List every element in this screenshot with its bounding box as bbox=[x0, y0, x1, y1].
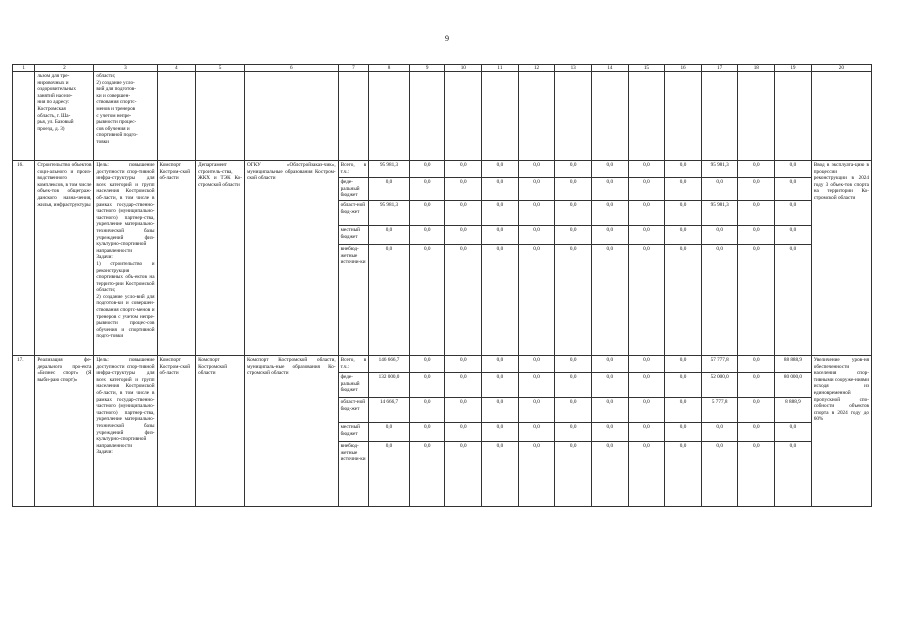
responsible-executor: Комспорт Костром-ской об-ласти bbox=[157, 161, 196, 356]
funding-value: 0,0 bbox=[445, 161, 482, 178]
empty-cell bbox=[555, 72, 592, 161]
funding-value: 0,0 bbox=[628, 442, 665, 507]
funding-value: 0,0 bbox=[518, 373, 555, 398]
participants: ОГКУ «Облстройзаказ-чик», муниципальные образования Костром-ской области bbox=[245, 161, 339, 356]
funding-source: феде-ральный бюджет bbox=[338, 373, 369, 398]
row-number: 16. bbox=[13, 161, 35, 356]
funding-value: 0,0 bbox=[738, 161, 775, 178]
header-cell: 19 bbox=[775, 65, 812, 72]
funding-value: 0,0 bbox=[591, 226, 628, 245]
funding-value: 0,0 bbox=[409, 178, 445, 201]
expected-result: Увеличение уров-ня обеспеченности населения спор-тивными сооруже-ниями исходя из единовременной пропускной спо-собности объектов спорта в 2024 году до 60% bbox=[811, 356, 871, 507]
header-cell: 15 bbox=[628, 65, 665, 72]
header-cell: 17 bbox=[701, 65, 738, 72]
header-cell: 20 bbox=[811, 65, 871, 72]
funding-value: 0,0 bbox=[665, 161, 702, 178]
funding-value: 0,0 bbox=[738, 356, 775, 373]
funding-value: 0,0 bbox=[665, 423, 702, 442]
page-number: 9 bbox=[445, 34, 449, 43]
funding-value: 0,0 bbox=[738, 201, 775, 226]
table-row bbox=[13, 161, 872, 178]
funding-value: 0,0 bbox=[409, 442, 445, 507]
funding-source: внебюд-жетные источни-ки bbox=[338, 442, 369, 507]
funding-value: 0,0 bbox=[445, 398, 482, 423]
funding-source: местный бюджет bbox=[338, 423, 369, 442]
funding-value: 0,0 bbox=[775, 423, 812, 442]
funding-value: 0,0 bbox=[482, 245, 519, 356]
funding-source: Всего, в т.ч.: bbox=[338, 161, 369, 178]
funding-value: 0,0 bbox=[555, 356, 592, 373]
funding-value: 95 981,3 bbox=[369, 201, 410, 226]
participants: Комспорт Костромской области, муниципаль-ные образования Ко-стромской области bbox=[245, 356, 339, 507]
header-cell: 2 bbox=[35, 65, 94, 72]
funding-value: 52 000,0 bbox=[701, 373, 738, 398]
funding-value: 80 000,0 bbox=[775, 373, 812, 398]
funding-value: 0,0 bbox=[369, 178, 410, 201]
funding-value: 0,0 bbox=[775, 178, 812, 201]
funding-value: 0,0 bbox=[445, 356, 482, 373]
funding-value: 5 777,8 bbox=[701, 398, 738, 423]
row-number: 17. bbox=[13, 356, 35, 507]
empty-cell bbox=[157, 72, 196, 161]
funding-value: 0,0 bbox=[482, 178, 519, 201]
funding-value: 0,0 bbox=[409, 226, 445, 245]
funding-value: 0,0 bbox=[628, 161, 665, 178]
funding-value: 57 777,8 bbox=[701, 356, 738, 373]
funding-value: 0,0 bbox=[628, 178, 665, 201]
funding-value: 0,0 bbox=[409, 423, 445, 442]
funding-value: 0,0 bbox=[482, 201, 519, 226]
funding-value: 0,0 bbox=[555, 226, 592, 245]
funding-value: 0,0 bbox=[482, 356, 519, 373]
funding-value: 0,0 bbox=[665, 398, 702, 423]
funding-value: 0,0 bbox=[409, 201, 445, 226]
funding-value: 0,0 bbox=[482, 442, 519, 507]
header-cell: 7 bbox=[338, 65, 369, 72]
header-cell: 12 bbox=[518, 65, 555, 72]
empty-cell bbox=[13, 72, 35, 161]
funding-value: 0,0 bbox=[518, 423, 555, 442]
funding-value: 0,0 bbox=[555, 398, 592, 423]
funding-value: 0,0 bbox=[701, 178, 738, 201]
funding-value: 14 666,7 bbox=[369, 398, 410, 423]
funding-source: област-ной бюд-жет bbox=[338, 201, 369, 226]
empty-cell bbox=[369, 72, 410, 161]
funding-value: 0,0 bbox=[738, 373, 775, 398]
funding-value: 0,0 bbox=[409, 245, 445, 356]
header-cell: 8 bbox=[369, 65, 410, 72]
funding-value: 0,0 bbox=[555, 178, 592, 201]
empty-cell bbox=[196, 72, 245, 161]
header-cell: 10 bbox=[445, 65, 482, 72]
funding-value: 0,0 bbox=[445, 201, 482, 226]
expected-result: Ввод в эксплуата-цию в процессии реконструкции в 2024 году 3 объек-тов спорта на территории Ко-стромской области bbox=[811, 161, 871, 356]
funding-value: 0,0 bbox=[445, 442, 482, 507]
funding-value: 0,0 bbox=[518, 356, 555, 373]
empty-cell bbox=[738, 72, 775, 161]
header-cell: 11 bbox=[482, 65, 519, 72]
funding-value: 0,0 bbox=[369, 442, 410, 507]
empty-cell bbox=[811, 72, 871, 161]
funding-value: 0,0 bbox=[482, 161, 519, 178]
funding-value: 0,0 bbox=[591, 423, 628, 442]
header-cell: 4 bbox=[157, 65, 196, 72]
funding-value: 0,0 bbox=[591, 178, 628, 201]
goal-continued: области; 2) создание усло- вий для подготов- ки и совершен- ствования спортс- менов и тренеров с учетом непре- рывности процес- сов обучения и спортивной подго- товки bbox=[94, 72, 157, 161]
empty-cell bbox=[775, 72, 812, 161]
funding-value: 0,0 bbox=[482, 398, 519, 423]
funding-value: 0,0 bbox=[591, 201, 628, 226]
header-cell: 14 bbox=[591, 65, 628, 72]
responsible-executor: Комспорт Костром-ской об-ласти bbox=[157, 356, 196, 507]
empty-cell bbox=[445, 72, 482, 161]
funding-value: 0,0 bbox=[665, 442, 702, 507]
funding-value: 0,0 bbox=[775, 201, 812, 226]
funding-value: 0,0 bbox=[409, 356, 445, 373]
funding-value: 0,0 bbox=[518, 161, 555, 178]
funding-value: 0,0 bbox=[701, 423, 738, 442]
funding-value: 0,0 bbox=[775, 442, 812, 507]
funding-value: 0,0 bbox=[555, 201, 592, 226]
funding-value: 0,0 bbox=[738, 178, 775, 201]
funding-value: 0,0 bbox=[555, 161, 592, 178]
empty-cell bbox=[482, 72, 519, 161]
funding-value: 0,0 bbox=[409, 161, 445, 178]
funding-value: 0,0 bbox=[482, 226, 519, 245]
funding-value: 0,0 bbox=[701, 245, 738, 356]
program-table bbox=[12, 64, 872, 507]
funding-value: 95 981,3 bbox=[701, 161, 738, 178]
funding-value: 146 666,7 bbox=[369, 356, 410, 373]
co-executor: Комспорт Костромской области bbox=[196, 356, 245, 507]
header-cell: 18 bbox=[738, 65, 775, 72]
co-executor: Департамент строитель-ства, ЖКХ и ТЭК Ко-стромской области bbox=[196, 161, 245, 356]
funding-value: 0,0 bbox=[628, 398, 665, 423]
header-row bbox=[13, 65, 872, 72]
funding-value: 0,0 bbox=[665, 201, 702, 226]
header-cell: 16 bbox=[665, 65, 702, 72]
funding-value: 0,0 bbox=[445, 226, 482, 245]
funding-value: 0,0 bbox=[409, 373, 445, 398]
measure-name: Строительство объектов соци-ального и произ-водственного комплексов, в том числе объек-тов общеграж-данского назна-чения, жилья, инфраструктуры bbox=[35, 161, 94, 356]
funding-value: 0,0 bbox=[445, 245, 482, 356]
empty-cell bbox=[701, 72, 738, 161]
funding-value: 0,0 bbox=[738, 226, 775, 245]
empty-cell bbox=[628, 72, 665, 161]
funding-value: 0,0 bbox=[665, 245, 702, 356]
empty-cell bbox=[591, 72, 628, 161]
funding-value: 0,0 bbox=[628, 373, 665, 398]
funding-value: 0,0 bbox=[738, 398, 775, 423]
funding-value: 0,0 bbox=[591, 161, 628, 178]
header-cell: 5 bbox=[196, 65, 245, 72]
funding-value: 0,0 bbox=[445, 178, 482, 201]
funding-value: 0,0 bbox=[628, 245, 665, 356]
funding-value: 0,0 bbox=[482, 373, 519, 398]
funding-value: 0,0 bbox=[591, 442, 628, 507]
funding-source: феде-ральный бюджет bbox=[338, 178, 369, 201]
funding-value: 0,0 bbox=[369, 226, 410, 245]
funding-value: 0,0 bbox=[591, 245, 628, 356]
funding-value: 0,0 bbox=[738, 423, 775, 442]
funding-value: 0,0 bbox=[775, 161, 812, 178]
funding-value: 0,0 bbox=[518, 398, 555, 423]
funding-value: 0,0 bbox=[665, 178, 702, 201]
empty-cell bbox=[518, 72, 555, 161]
header-cell: 6 bbox=[245, 65, 339, 72]
header-cell: 3 bbox=[94, 65, 157, 72]
funding-source: Всего, в т.ч.: bbox=[338, 356, 369, 373]
funding-value: 0,0 bbox=[518, 442, 555, 507]
continuation-row bbox=[13, 72, 872, 161]
funding-value: 0,0 bbox=[738, 442, 775, 507]
empty-cell bbox=[409, 72, 445, 161]
empty-cell bbox=[338, 72, 369, 161]
funding-value: 0,0 bbox=[665, 356, 702, 373]
funding-value: 0,0 bbox=[555, 423, 592, 442]
funding-value: 0,0 bbox=[482, 423, 519, 442]
funding-value: 0,0 bbox=[518, 178, 555, 201]
funding-value: 0,0 bbox=[369, 245, 410, 356]
funding-value: 0,0 bbox=[518, 245, 555, 356]
funding-value: 0,0 bbox=[591, 356, 628, 373]
measure-name: Реализация фе-дерального про-екта «Бизнес спорт» (Я выби-раю спорт)» bbox=[35, 356, 94, 507]
funding-source: внебюд-жетные источни-ки bbox=[338, 245, 369, 356]
empty-cell bbox=[245, 72, 339, 161]
funding-value: 0,0 bbox=[518, 226, 555, 245]
funding-value: 0,0 bbox=[738, 245, 775, 356]
table-row bbox=[13, 356, 872, 373]
funding-value: 8 888,9 bbox=[775, 398, 812, 423]
header-cell: 1 bbox=[13, 65, 35, 72]
funding-value: 0,0 bbox=[555, 373, 592, 398]
funding-source: област-ной бюд-жет bbox=[338, 398, 369, 423]
funding-value: 0,0 bbox=[701, 226, 738, 245]
funding-value: 88 888,9 bbox=[775, 356, 812, 373]
goal-and-tasks: Цель: повышение доступности спор-тивной инфра-структуры для всех категорий и групп населения Костромской об-ласти, в том числе в рамках государ-ственно-частного (муниципально-частного) партнер-ства, укрепление материально-технической базы учреждений физ-культурно-спортивной направленности Задачи: 1) строительство и реконструкция спортивных объ-ектов на террито-рии Костромской области; 2) создание усло-вий для подготов-ки и совершен-ствования спортс-менов и тренеров с учетом непре-рывности процес-сов обучения и спортивной подго-товки bbox=[94, 161, 157, 356]
funding-value: 0,0 bbox=[591, 373, 628, 398]
funding-value: 0,0 bbox=[369, 423, 410, 442]
funding-value: 0,0 bbox=[628, 356, 665, 373]
funding-source: местный бюджет bbox=[338, 226, 369, 245]
funding-value: 0,0 bbox=[628, 226, 665, 245]
funding-value: 0,0 bbox=[665, 373, 702, 398]
funding-value: 0,0 bbox=[555, 442, 592, 507]
funding-value: 0,0 bbox=[555, 245, 592, 356]
measure-name-continued: льзом для тре- нировочных и оздоровительных занятий населе- ния по адресу: Костромская область, г. Ша- рья, ул. Базовый проезд, д. 3) bbox=[35, 72, 94, 161]
funding-value: 95 981,3 bbox=[701, 201, 738, 226]
funding-value: 0,0 bbox=[775, 245, 812, 356]
funding-value: 0,0 bbox=[518, 201, 555, 226]
funding-value: 0,0 bbox=[775, 226, 812, 245]
funding-value: 0,0 bbox=[445, 373, 482, 398]
funding-value: 132 000,0 bbox=[369, 373, 410, 398]
funding-value: 95 981,3 bbox=[369, 161, 410, 178]
funding-value: 0,0 bbox=[445, 423, 482, 442]
header-cell: 13 bbox=[555, 65, 592, 72]
funding-value: 0,0 bbox=[628, 423, 665, 442]
funding-value: 0,0 bbox=[628, 201, 665, 226]
header-cell: 9 bbox=[409, 65, 445, 72]
funding-value: 0,0 bbox=[409, 398, 445, 423]
funding-value: 0,0 bbox=[591, 398, 628, 423]
empty-cell bbox=[665, 72, 702, 161]
funding-value: 0,0 bbox=[665, 226, 702, 245]
goal-and-tasks: Цель: повышение доступности спор-тивной инфра-структуры для всех категорий и групп населения Костромской об-ласти, в том числе в рамках государ-ственно-частного (муниципально-частного) партнер-ства, укрепление материально-технической базы учреждений физ-культурно-спортивной направленности Задачи: bbox=[94, 356, 157, 507]
funding-value: 0,0 bbox=[701, 442, 738, 507]
